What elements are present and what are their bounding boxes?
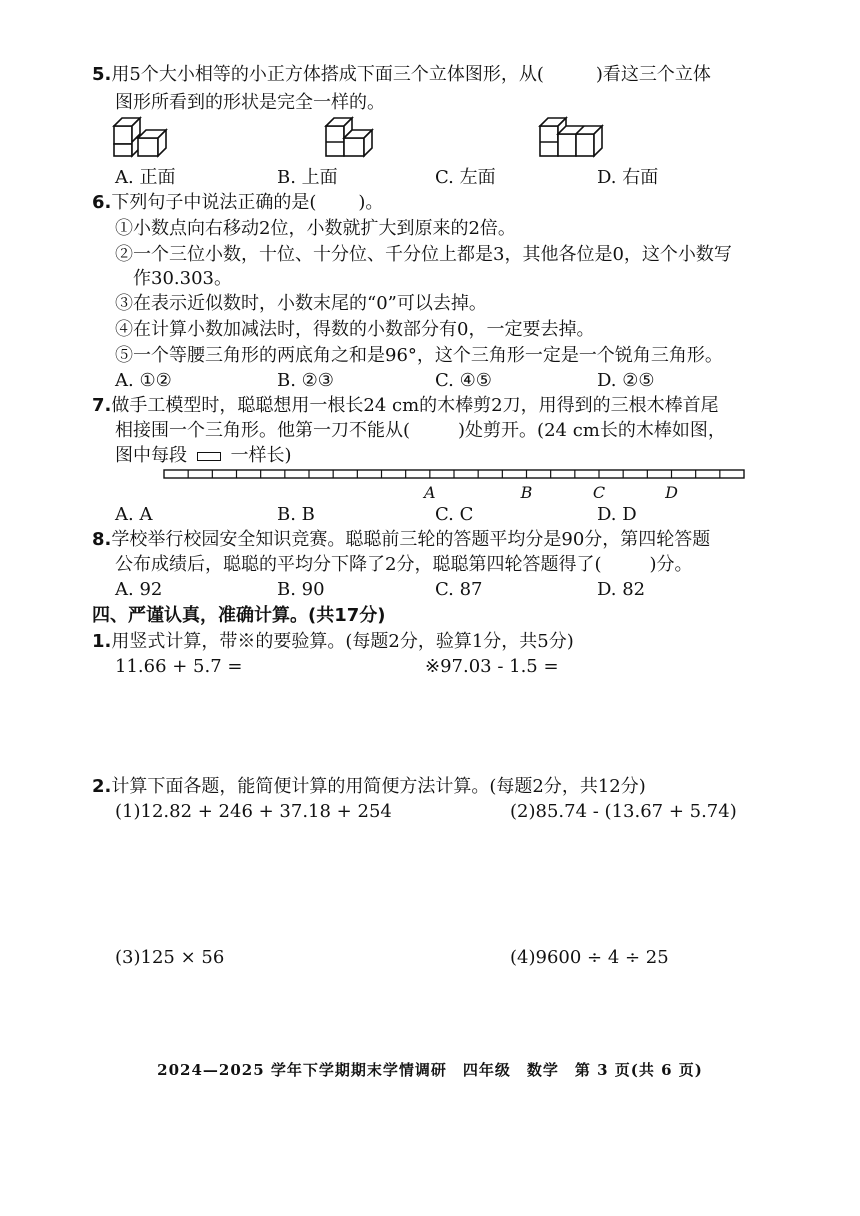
q7-text-2b: )处剪开。(24 cm长的木棒如图， [458, 420, 726, 441]
q7-text-3a: 图中每段 [115, 445, 187, 466]
q6-statement-4: ④在计算小数加减法时，得数的小数部分有0，一定要去掉。 [115, 319, 595, 340]
cube-figure-2 [326, 118, 372, 156]
s4-part2-number: 2. [92, 776, 112, 797]
q8-option-c[interactable]: C. 87 [435, 579, 483, 600]
calc-item-4: (4)9600 ÷ 4 ÷ 25 [510, 947, 669, 968]
q6-stem [92, 192, 383, 214]
q7-option-b[interactable]: B. B [277, 504, 315, 525]
s4-part1-instruction [92, 631, 574, 653]
calc-97-03-minus-1-5: ※97.03 - 1.5 = [425, 656, 559, 677]
q8-line2 [115, 554, 693, 576]
q8-text-1: 学校举行校园安全知识竞赛。聪聪前三轮的答题平均分是90分，第四轮答题 [111, 529, 711, 550]
q5-line1 [92, 64, 711, 86]
s4-part2-instruction [92, 776, 646, 798]
q7-line3 [115, 445, 292, 467]
q8-number: 8. [92, 529, 112, 550]
q5-option-c[interactable]: C. 左面 [435, 167, 496, 188]
q5-option-b[interactable]: B. 上面 [277, 167, 338, 188]
wooden-stick-diagram [160, 468, 750, 504]
q5-option-d[interactable]: D. 右面 [597, 167, 659, 188]
s4-part1-text: 用竖式计算，带※的要验算。(每题2分，验算1分，共5分) [111, 631, 574, 652]
q6-option-a[interactable]: A. ①② [115, 370, 172, 391]
section-4-title: 四、严谨认真，准确计算。(共17分) [92, 605, 386, 626]
q5-line2: 图形所看到的形状是完全一样的。 [115, 92, 385, 113]
q5-option-a[interactable]: A. 正面 [115, 167, 176, 188]
segment-legend-icon [197, 452, 221, 461]
q6-statement-3: ③在表示近似数时，小数末尾的“0”可以去掉。 [115, 293, 487, 314]
cube-figure-1 [114, 118, 166, 156]
stick-point-label: D [665, 483, 678, 502]
q6-number: 6. [92, 192, 112, 213]
q5-text-1: 用5个大小相等的小正方体搭成下面三个立体图形，从( [111, 64, 544, 85]
q8-option-a[interactable]: A. 92 [115, 579, 163, 600]
q6-stem-end: )。 [358, 192, 384, 213]
q6-option-b[interactable]: B. ②③ [277, 370, 334, 391]
q7-option-d[interactable]: D. D [597, 504, 637, 525]
q7-text-3b: 一样长) [230, 445, 292, 466]
s4-part1-number: 1. [92, 631, 112, 652]
q7-option-c[interactable]: C. C [435, 504, 474, 525]
page-footer: 2024—2025 学年下学期期末学情调研 四年级 数学 第 3 页(共 6 页) [157, 1061, 703, 1079]
q6-statement-2b: 作30.303。 [133, 268, 232, 289]
q7-number: 7. [92, 395, 112, 416]
q7-text-1: 做手工模型时，聪聪想用一根长24 cm的木棒剪2刀，用得到的三根木棒首尾 [111, 395, 719, 416]
stick-point-label: C [592, 483, 606, 502]
q5-cube-figures [108, 112, 668, 162]
q7-text-2a: 相接围一个三角形。他第一刀不能从( [115, 420, 411, 441]
q6-statement-2a: ②一个三位小数，十位、十分位、千分位上都是3，其他各位是0，这个小数写 [115, 244, 732, 265]
cube-figure-3 [540, 118, 602, 156]
q6-option-d[interactable]: D. ②⑤ [597, 370, 655, 391]
q7-line2 [115, 420, 726, 442]
s4-part2-text: 计算下面各题，能简便计算的用简便方法计算。(每题2分，共12分) [111, 776, 646, 797]
q8-option-d[interactable]: D. 82 [597, 579, 646, 600]
q8-text-2b: )分。 [649, 554, 693, 575]
calc-item-2: (2)85.74 - (13.67 + 5.74) [510, 801, 737, 822]
q6-stem-text: 下列句子中说法正确的是( [111, 192, 317, 213]
q8-text-2a: 公布成绩后，聪聪的平均分下降了2分，聪聪第四轮答题得了( [115, 554, 602, 575]
q5-text-1-end: )看这三个立体 [595, 64, 711, 85]
q6-option-c[interactable]: C. ④⑤ [435, 370, 492, 391]
stick-point-label: A [424, 483, 436, 502]
q8-option-b[interactable]: B. 90 [277, 579, 325, 600]
q5-number: 5. [92, 64, 112, 85]
calc-11-66-plus-5-7: 11.66 + 5.7 = [115, 656, 243, 677]
stick-point-label: B [520, 483, 533, 502]
q7-line1 [92, 395, 719, 417]
q6-statement-1: ①小数点向右移动2位，小数就扩大到原来的2倍。 [115, 218, 516, 239]
calc-item-1: (1)12.82 + 246 + 37.18 + 254 [115, 801, 392, 822]
q8-line1 [92, 529, 710, 551]
calc-item-3: (3)125 × 56 [115, 947, 225, 968]
q7-option-a[interactable]: A. A [115, 504, 153, 525]
q6-statement-5: ⑤一个等腰三角形的两底角之和是96°，这个三角形一定是一个锐角三角形。 [115, 345, 723, 366]
